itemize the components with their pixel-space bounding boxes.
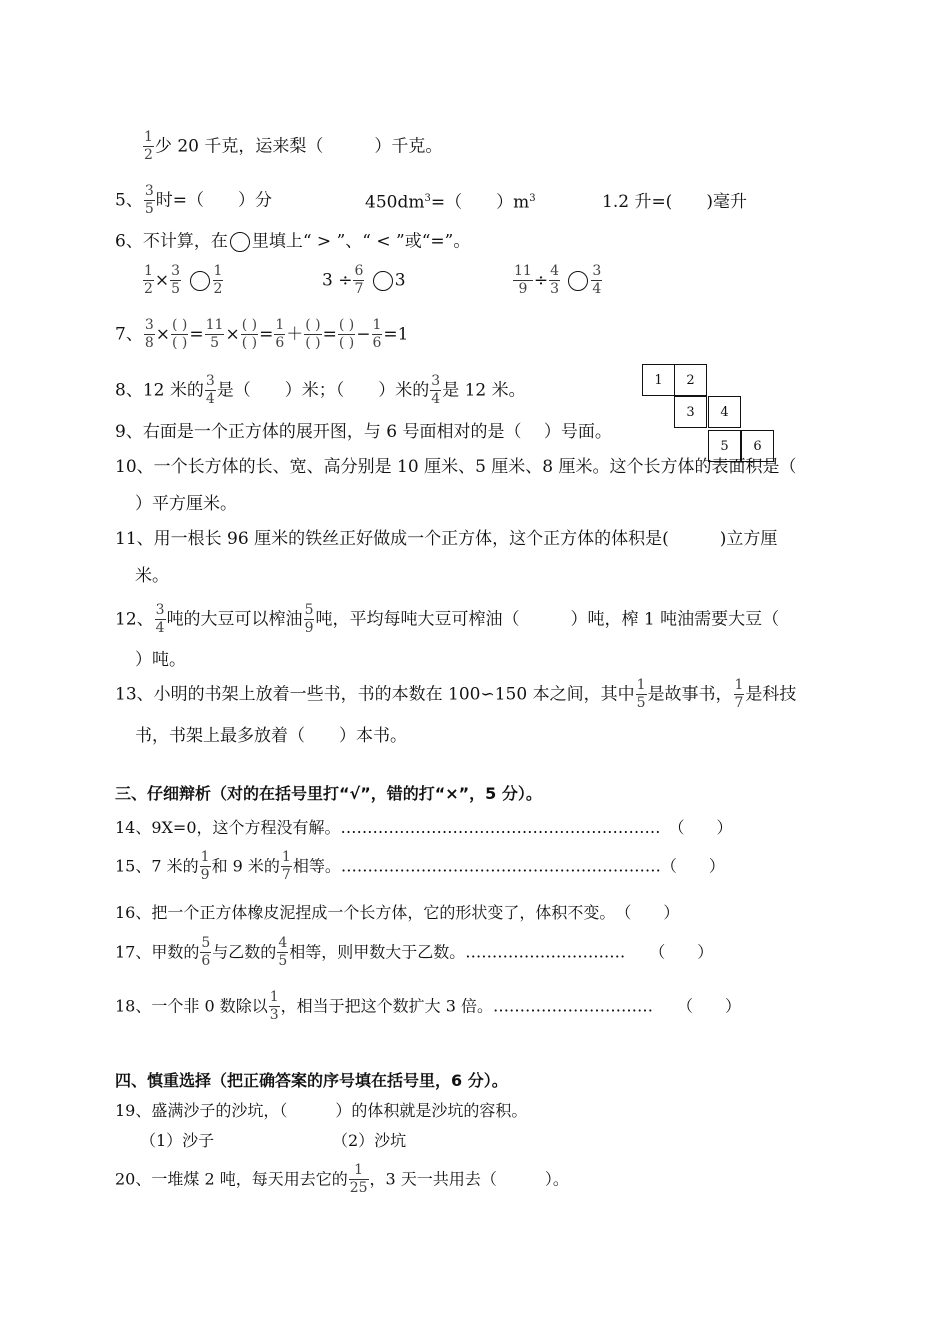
question-13-cont: 书，书架上最多放着（ ）本书。 [135,726,407,746]
cube-face-5: 5 [708,430,741,462]
question-9: 9、右面是一个正方体的展开图，与 6 号面相对的是（ ）号面。 [115,422,612,442]
cube-face-3: 3 [674,396,707,428]
question-5-part-c: 1.2 升=( )毫升 [602,192,747,212]
question-7: 7、 $\frac{3}{8}$ × $\frac{( )}{( )}$ = $\frac{11}{5}$ × $\frac{( )}{( )}$ = $\frac{1}{6}$ ＋ $\frac{( )}{( )}$ = $\frac{( )}{( )}$ − $\frac{1}{6}$ =1 [115,317,409,352]
question-6: 6、不计算，在 里填上“ > ”、“ < ”或“=”。 [115,231,471,252]
question-10-cont: ）平方厘米。 [135,494,237,514]
fraction: $\frac{3}{5}$ [144,183,154,218]
cube-face-6: 6 [741,430,774,462]
compare-circle-3[interactable] [568,271,588,291]
fraction: $\frac{1}{2}$ [144,129,153,164]
question-19-option-2: （2）沙坑 [332,1131,407,1150]
question-15: 15、7 米的 $\frac{1}{9}$ 和 9 米的 $\frac{1}{7}$ 相等。……………………………………………………（ ） [115,849,725,884]
question-14: 14、9X=0，这个方程没有解。…………………………………………………… （ ） [115,818,733,837]
question-6-expressions: $\frac{1}{2}$ × $\frac{3}{5}$ $\frac{1}{2}$ 3 ÷ $\frac{6}{7}$ 3 $\frac{11}{9}$ ÷ $\frac{4}{3}$ $\frac{3}{4}$ [144,263,602,298]
section-3-title: 三、仔细辩析（对的在括号里打“√”，错的打“×”，5 分）。 [115,784,542,803]
question-12: 12、 $\frac{3}{4}$ 吨的大豆可以榨油 $\frac{5}{9}$ 吨，平均每吨大豆可榨油（ ）吨，榨 1 吨油需要大豆（ [115,602,780,637]
section-4-title: 四、慎重选择（把正确答案的序号填在括号里，6 分）。 [115,1071,508,1090]
question-11-cont: 米。 [135,566,169,586]
circle-icon [230,232,250,252]
cube-face-1: 1 [642,364,675,396]
question-11: 11、用一根长 96 厘米的铁丝正好做成一个正方体，这个正方体的体积是( )立方厘 [115,529,778,549]
question-13: 13、小明的书架上放着一些书，书的本数在 100∽150 本之间，其中 $\frac{1}{5}$ 是故事书， $\frac{1}{7}$ 是科技 [115,677,797,712]
question-12-cont: ）吨。 [135,650,186,670]
question-8: 8、12 米的 $\frac{3}{4}$ 是（ ）米；（ ）米的 $\frac{3}{4}$ 是 12 米。 [115,373,526,408]
question-10: 10、一个长方体的长、宽、高分别是 10 厘米、5 厘米、8 厘米。这个长方体的表面积是（ [115,457,797,477]
compare-circle-1[interactable] [190,271,210,291]
question-16: 16、把一个正方体橡皮泥捏成一个长方体，它的形状变了，体积不变。 （ ） [115,903,680,922]
question-19: 19、盛满沙子的沙坑，（ ）的体积就是沙坑的容积。 [115,1101,528,1120]
question-20: 20、一堆煤 2 吨，每天用去它的 $\frac{1}{25}$ ，3 天一共用去（ ）。 [115,1162,569,1197]
cube-face-4: 4 [708,396,741,428]
question-17: 17、甲数的 $\frac{5}{6}$ 与乙数的 $\frac{4}{5}$ 相等，则甲数大于乙数。………………………… （ ） [115,935,714,970]
question-5: 5、 $\frac{3}{5}$ 时=（ ）分 [115,183,272,218]
question-5-part-b: $450dm^3=$（ ）$m^3$ [365,192,536,213]
compare-circle-2[interactable] [373,271,393,291]
cube-face-2: 2 [674,364,707,396]
q4-continuation: $\frac{1}{2}$ 少 20 千克，运来梨（ ）千克。 [144,129,443,164]
question-18: 18、一个非 0 数除以 $\frac{1}{3}$ ，相当于把这个数扩大 3 倍。………………………… （ ） [115,989,741,1024]
question-19-option-1: （1）沙子 [140,1131,215,1150]
